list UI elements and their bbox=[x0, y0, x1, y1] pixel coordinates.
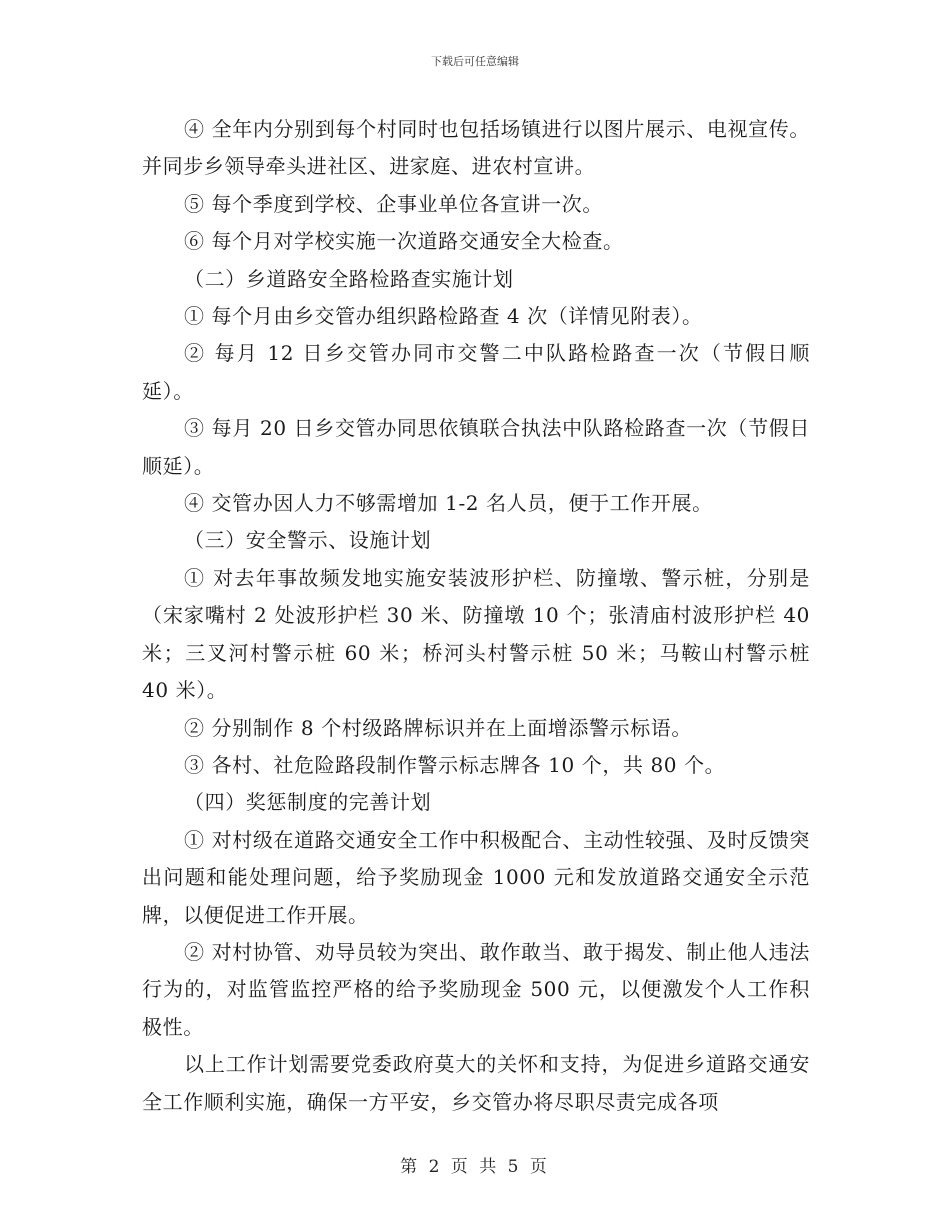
section-heading-3: （三）安全警示、设施计划 bbox=[184, 528, 432, 553]
paragraph-patrol-1: ① 每个月由乡交管办组织路检路查 4 次（详情见附表）。 bbox=[184, 304, 703, 329]
paragraph-patrol-2: ② 每月 12 日乡交管办同市交警二中队路检路查一次（节假日顺延）。 bbox=[142, 341, 810, 403]
paragraph-conclusion: 以上工作计划需要党委政府莫大的关怀和支持，为促进乡道路交通安全工作顺利实施，确保一方平安，乡交管办将尽职尽责完成各项 bbox=[142, 1052, 810, 1114]
section-heading-2: （二）乡道路安全路检路查实施计划 bbox=[184, 266, 514, 291]
paragraph-reward-1: ① 对村级在道路交通安全工作中积极配合、主动性较强、及时反馈突出问题和能处理问题，给予奖励现金 1000 元和发放道路交通安全示范牌，以便促进工作开展。 bbox=[142, 827, 810, 927]
paragraph-item-4: ④ 全年内分别到每个村同时也包括场镇进行以图片展示、电视宣传。并同步乡领导牵头进社区、进家庭、进农村宣讲。 bbox=[142, 117, 810, 179]
paragraph-patrol-4: ④ 交管办因人力不够需增加 1-2 名人员，便于工作开展。 bbox=[184, 491, 713, 516]
paragraph-patrol-3: ③ 每月 20 日乡交管办同思依镇联合执法中队路检路查一次（节假日顺延）。 bbox=[142, 416, 810, 478]
paragraph-item-5: ⑤ 每个季度到学校、企事业单位各宣讲一次。 bbox=[184, 191, 603, 216]
page-number-footer: 第 2 页 共 5 页 bbox=[400, 1157, 550, 1177]
paragraph-item-6: ⑥ 每个月对学校实施一次道路交通安全大检查。 bbox=[184, 229, 624, 254]
page-header-note: 下载后可任意编辑 bbox=[431, 55, 519, 68]
section-heading-4: （四）奖惩制度的完善计划 bbox=[184, 790, 432, 815]
paragraph-facility-1: ① 对去年事故频发地实施安装波形护栏、防撞墩、警示桩，分别是（宋家嘴村 2 处波形护栏 30 米、防撞墩 10 个；张清庙村波形护栏 40 米；三叉河村警示桩 60 米；桥河头村警示桩 50 米；马鞍山村警示桩 40 米）。 bbox=[142, 565, 810, 703]
paragraph-reward-2: ② 对村协管、劝导员较为突出、敢作敢当、敢于揭发、制止他人违法行为的，对监管监控严格的给予奖励现金 500 元，以便激发个人工作积极性。 bbox=[142, 939, 810, 1039]
document-body bbox=[142, 111, 810, 1121]
paragraph-facility-3: ③ 各村、社危险路段制作警示标志牌各 10 个，共 80 个。 bbox=[184, 752, 726, 777]
paragraph-facility-2: ② 分别制作 8 个村级路牌标识并在上面增添警示标语。 bbox=[184, 715, 692, 740]
